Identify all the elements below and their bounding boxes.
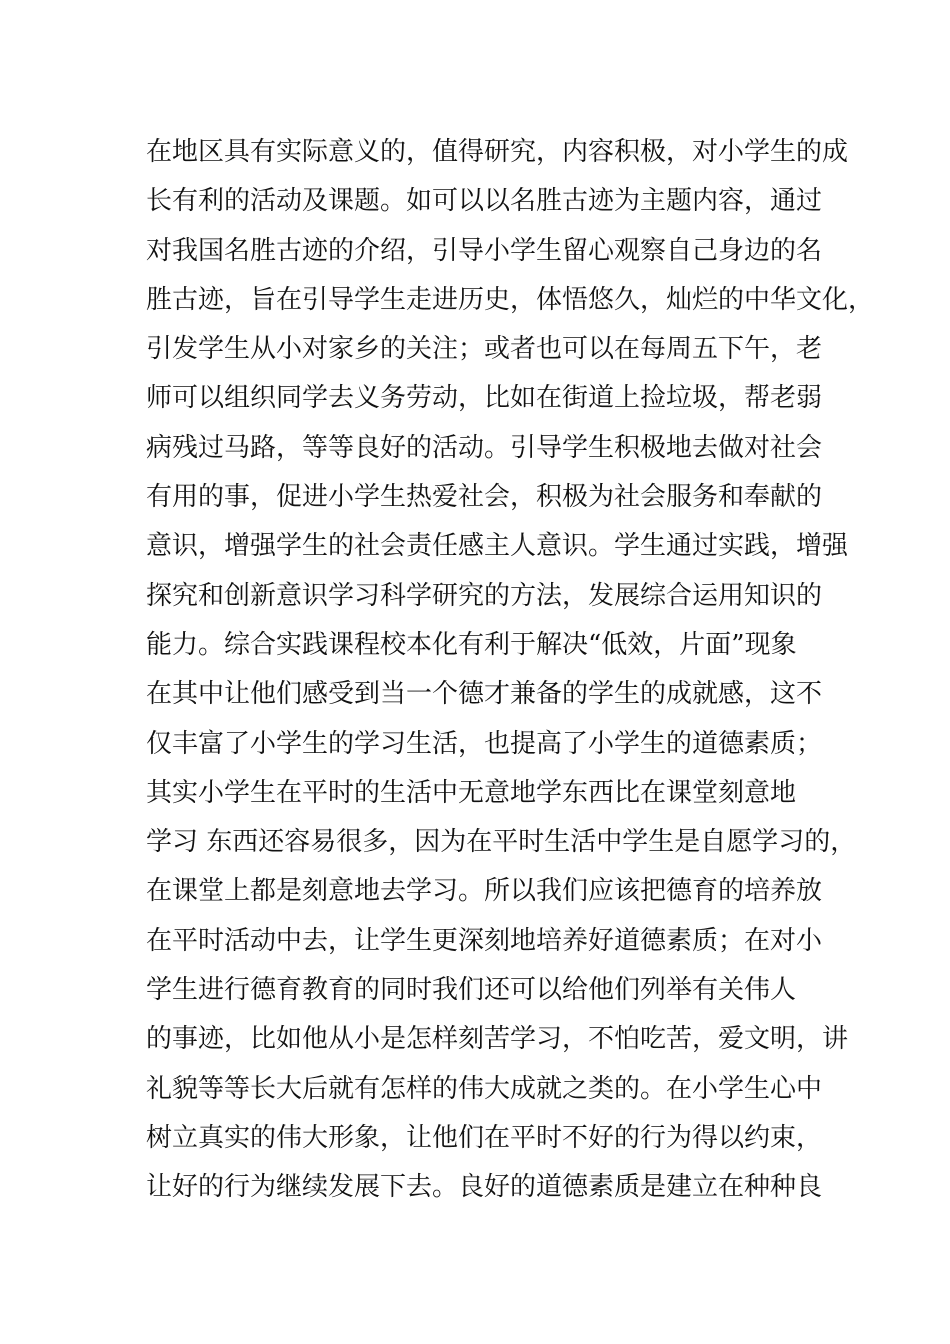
text-line: 仅丰富了小学生的学习生活，也提高了小学生的道德素质； — [146, 728, 823, 759]
text-line: 病残过马路，等等良好的活动。引导学生积极地去做对社会 — [146, 432, 823, 463]
text-line: 的事迹，比如他从小是怎样刻苦学习，不怕吃苦，爱文明，讲 — [146, 1024, 849, 1055]
text-line: 意识，增强学生的社会责任感主人意识。学生通过实践，增强 — [146, 531, 849, 562]
text-line: 学习 东西还容易很多，因为在平时生活中学生是自愿学习的， — [146, 827, 857, 858]
text-line: 树立真实的伟大形象，让他们在平时不好的行为得以约束， — [146, 1122, 823, 1153]
text-line: 在其中让他们感受到当一个德才兼备的学生的成就感，这不 — [146, 679, 823, 710]
text-line: 长有利的活动及课题。如可以以名胜古迹为主题内容，通过 — [146, 186, 823, 217]
text-line: 探究和创新意识学习科学研究的方法，发展综合运用知识的 — [146, 580, 823, 611]
text-line: 礼貌等等长大后就有怎样的伟大成就之类的。在小学生心中 — [146, 1073, 823, 1104]
text-line: 胜古迹，旨在引导学生走进历史，体悟悠久，灿烂的中华文化， — [146, 284, 875, 315]
body-text — [146, 128, 875, 1213]
text-line: 在地区具有实际意义的，值得研究，内容积极，对小学生的成 — [146, 137, 849, 167]
text-line: 让好的行为继续发展下去。良好的道德素质是建立在种种良 — [146, 1172, 823, 1203]
text-line: 在平时活动中去，让学生更深刻地培养好道德素质；在对小 — [146, 925, 823, 956]
text-line: 其实小学生在平时的生活中无意地学东西比在课堂刻意地 — [146, 777, 797, 808]
text-line: 师可以组织同学去义务劳动，比如在街道上捡垃圾，帮老弱 — [146, 383, 823, 414]
text-line: 能力。综合实践课程校本化有利于解决“低效，片面”现象 — [146, 629, 797, 660]
text-line: 对我国名胜古迹的介绍，引导小学生留心观察自己身边的名 — [146, 235, 823, 266]
text-line: 学生进行德育教育的同时我们还可以给他们列举有关伟人 — [146, 975, 797, 1006]
text-line: 有用的事，促进小学生热爱社会，积极为社会服务和奉献的 — [146, 482, 823, 513]
text-line: 引发学生从小对家乡的关注；或者也可以在每周五下午，老 — [146, 334, 823, 365]
text-line: 在课堂上都是刻意地去学习。所以我们应该把德育的培养放 — [146, 876, 823, 907]
